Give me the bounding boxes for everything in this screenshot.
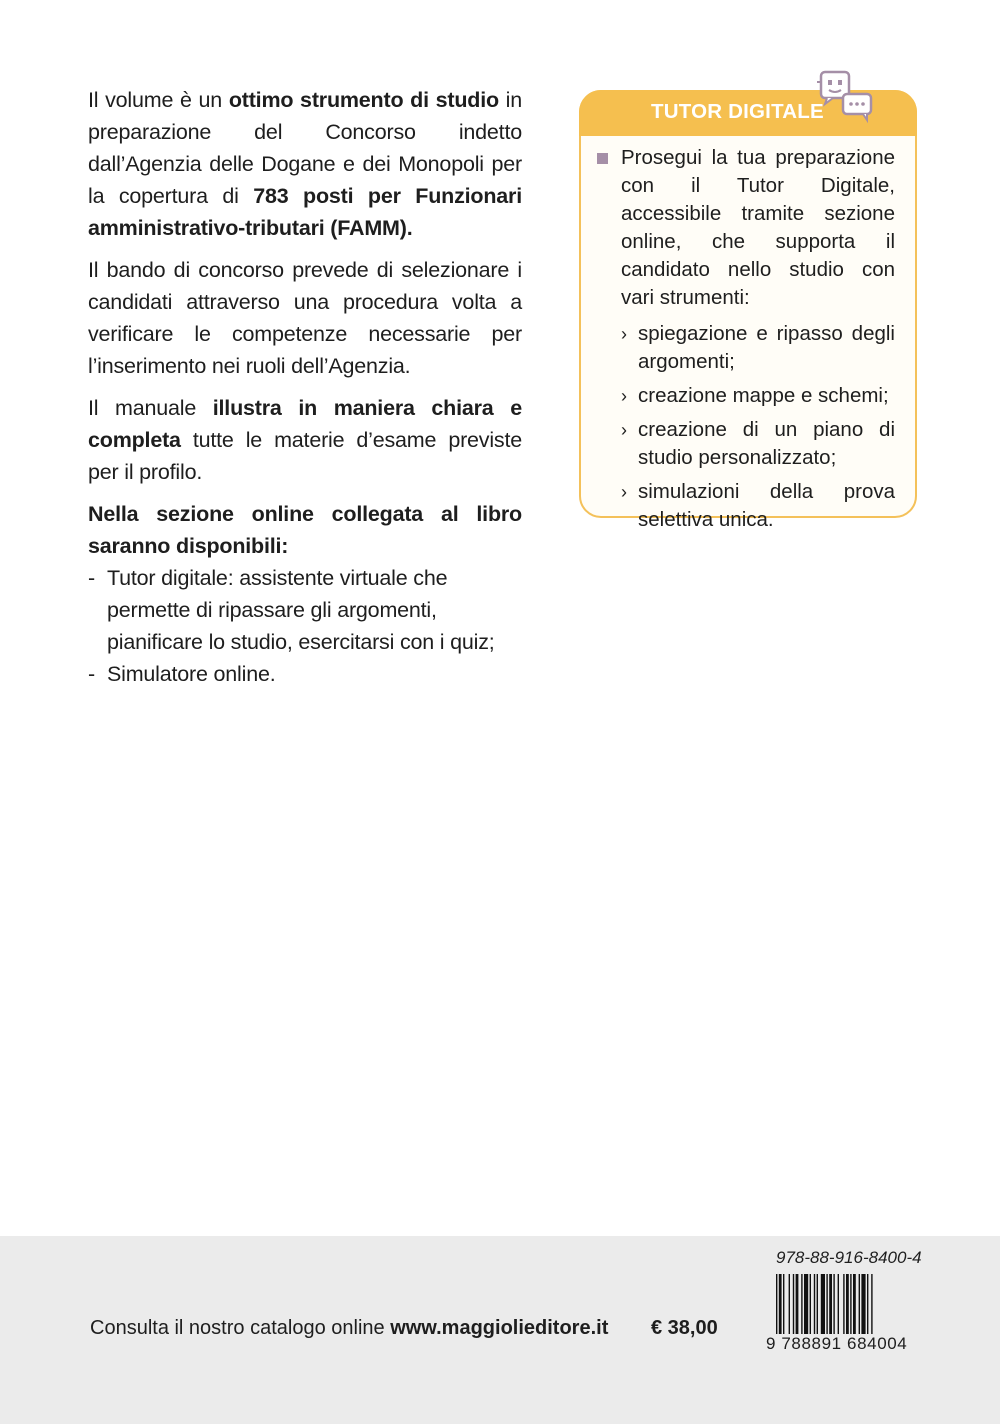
bold-text: 783 posti per Funzionari amministrativo-tributari (FAMM). (88, 184, 522, 240)
list-item-text: Tutor digitale: assistente virtuale che permette di ripassare gli argomenti, pianificare lo studio, esercitarsi con i quiz; (107, 566, 495, 654)
catalog-line (90, 1317, 608, 1340)
text: in preparazione del Concorso indetto dall’Agenzia delle Dogane e dei Monopoli per la copertura di (88, 88, 523, 208)
tutor-intro (595, 144, 895, 312)
chevron-right-icon: › (621, 420, 627, 440)
tutor-digitale-box (579, 90, 917, 531)
price: € 38,00 (651, 1317, 718, 1339)
tutor-box-title: TUTOR DIGITALE (651, 100, 824, 123)
list-item-text: Simulatore online. (107, 662, 276, 686)
square-bullet-icon (597, 153, 608, 164)
footer-band (0, 1236, 1000, 1424)
online-resources-list (88, 562, 522, 690)
text: tutte le materie d’esame previste per il profilo. (88, 428, 522, 484)
list-item (88, 658, 522, 690)
tutor-tools-list (595, 320, 895, 534)
list-item (621, 382, 895, 410)
list-item (621, 416, 895, 472)
chat-robot-icon (817, 70, 877, 124)
tutor-intro-text: Prosegui la tua preparazione con il Tutor Digitale, accessibile tramite sezione online, che supporta il candidato nello studio con vari strumenti: (621, 146, 895, 309)
text: Il manuale (88, 396, 213, 420)
chevron-right-icon: › (621, 482, 627, 502)
book-description (88, 84, 522, 690)
dash-bullet: - (88, 662, 95, 686)
isbn-text: 978-88-916-8400-4 (776, 1248, 922, 1267)
website-link[interactable]: www.maggiolieditore.it (390, 1317, 609, 1339)
bold-text: illustra in maniera chiara e completa (88, 396, 522, 452)
online-heading (88, 498, 522, 562)
list-item-text: spiegazione e ripasso degli argomenti; (638, 322, 895, 373)
list-item (621, 320, 895, 376)
barcode-block (766, 1248, 922, 1364)
list-item (621, 478, 895, 534)
barcode-digits: 9 788891 684004 (766, 1334, 908, 1353)
description-paragraph-1 (88, 84, 522, 244)
catalog-text: Consulta il nostro catalogo online (90, 1317, 391, 1339)
dash-bullet: - (88, 566, 95, 590)
description-paragraph-2: Il bando di concorso prevede di selezionare i candidati attraverso una procedura volta a verificare le competenze necessarie per l’inserimento nei ruoli dell’Agenzia. (88, 258, 522, 378)
chevron-right-icon: › (621, 386, 627, 406)
bold-text: ottimo strumento di studio (228, 88, 499, 112)
barcode-icon (766, 1274, 922, 1336)
list-item-text: creazione mappe e schemi; (638, 384, 889, 407)
list-item (88, 562, 522, 658)
text: Il volume è un (88, 88, 229, 112)
description-paragraph-3 (88, 392, 522, 488)
chevron-right-icon: › (621, 324, 627, 344)
list-item-text: simulazioni della prova selettiva unica. (638, 480, 895, 531)
list-item-text: creazione di un piano di studio personalizzato; (638, 418, 895, 469)
tutor-box-content (595, 144, 895, 540)
bold-text: Nella sezione online collegata al libro saranno disponibili: (88, 502, 522, 558)
